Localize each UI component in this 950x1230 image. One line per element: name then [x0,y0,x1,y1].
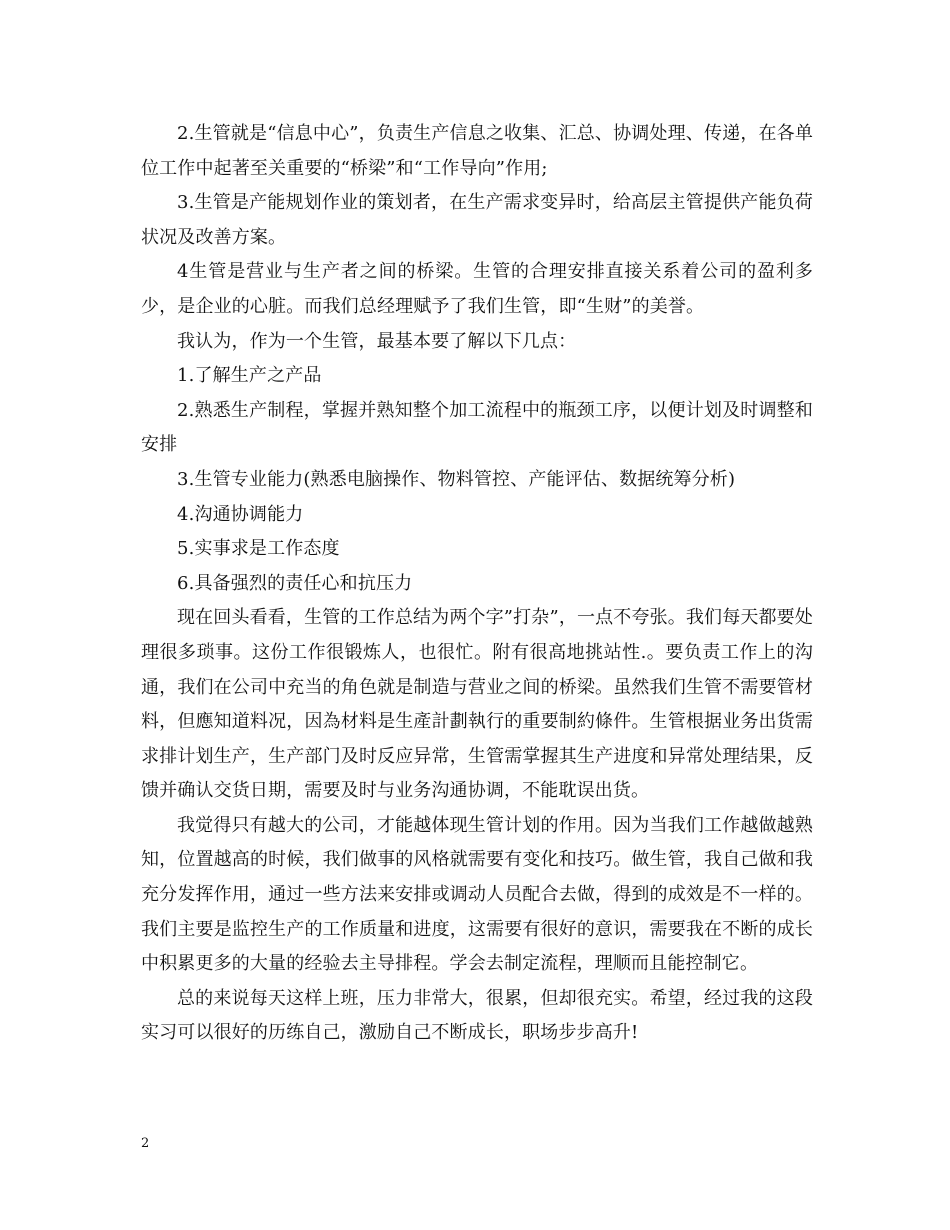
paragraph-looking-back: 现在回头看看，生管的工作总结为两个字”打杂”，一点不夸张。我们每天都要处理很多琐事。这份工作很锻炼人，也很忙。附有很高地挑站性.。要负责工作上的沟通，我们在公司中充当的角色就是制造与营业之间的桥梁。虽然我们生管不需要管材料，但應知道料况，因為材料是生產計劃執行的重要制約條件。生管根据业务出货需求排计划生产，生产部门及时反应异常，生管需掌握其生产进度和异常处理结果，反馈并确认交货日期，需要及时与业务沟通协调，不能耽误出货。 [141,607,813,802]
list-item-know-products: 1.了解生产之产品 [177,365,322,387]
paragraph-point-3-capacity-planner: 3.生管是产能规划作业的策划者，在生产需求变异时，给高层主管提供产能负荷状况及改善方案。 [141,192,813,248]
paragraph-basics-intro: 我认为，作为一个生管，最基本要了解以下几点： [177,330,577,352]
page-number: 2 [141,1136,150,1151]
list-item-know-process: 2.熟悉生产制程，掌握并熟知整个加工流程中的瓶颈工序，以便计划及时调整和安排 [141,399,813,456]
list-item-responsibility: 6.具备强烈的责任心和抗压力 [177,572,413,594]
paragraph-point-2-info-center: 2.生管就是“信息中心”，负责生产信息之收集、汇总、协调处理、传递，在各单位工作中起著至关重要的“桥梁”和“工作导向”作用; [141,123,813,179]
paragraph-conclusion: 总的来说每天这样上班，压力非常大，很累，但却很充实。希望，经过我的这段实习可以很好的历练自己，激励自己不断成长，职场步步高升! [141,987,813,1044]
paragraph-point-4-bridge: 4生管是营业与生产者之间的桥梁。生管的合理安排直接关系着公司的盈利多少，是企业的心脏。而我们总经理赋予了我们生管，即“生财”的美誉。 [141,261,813,317]
document-body [141,117,813,1051]
list-item-communication: 4.沟通协调能力 [177,503,304,525]
paragraph-larger-company: 我觉得只有越大的公司，才能越体现生管计划的作用。因为当我们工作越做越熟知，位置越高的时候，我们做事的风格就需要有变化和技巧。做生管，我自己做和我充分发挥作用，通过一些方法来安排或调动人员配合去做，得到的成效是不一样的。我们主要是监控生产的工作质量和进度，这需要有很好的意识，需要我在不断的成长中积累更多的大量的经验去主导排程。学会去制定流程，理顺而且能控制它。 [141,814,813,975]
list-item-professional-skills: 3.生管专业能力(熟悉电脑操作、物料管控、产能评估、数据统筹分析) [177,468,736,490]
list-item-attitude: 5.实事求是工作态度 [177,538,340,560]
